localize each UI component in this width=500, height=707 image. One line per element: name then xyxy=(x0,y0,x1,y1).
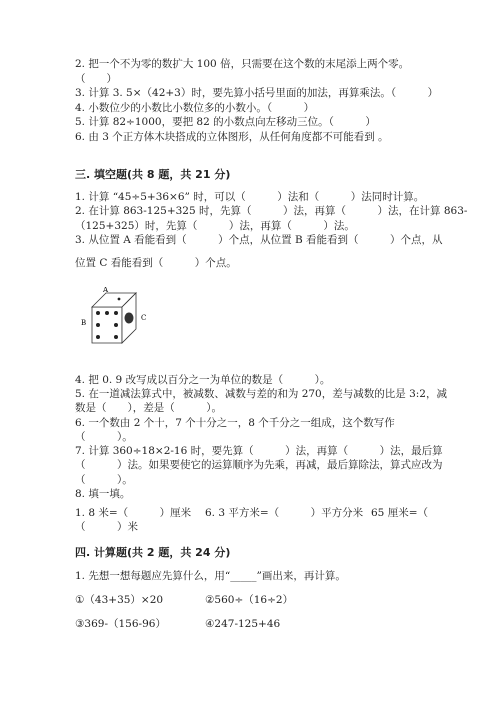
calc-heading: 四. 计算题(共 2 题，共 24 分) xyxy=(75,546,231,559)
calc-item: ②560÷（16÷2） xyxy=(205,594,294,606)
label-a: A xyxy=(103,287,109,294)
fill-q5-line2: 数是（ ），差是（ ）。 xyxy=(75,402,222,414)
fill-q8-item: 6. 3 平方米=（ ）平方分米 xyxy=(205,507,364,519)
fill-q1: 1. 计算 “45÷5+36×6” 时，可以（ ）法和（ ）法同时计算。 xyxy=(75,191,425,203)
front-dot xyxy=(114,311,118,315)
calc-item: ③369-（156-96） xyxy=(75,618,166,630)
fill-q4: 4. 把 0. 9 改写成以百分之一为单位的数是（ ）。 xyxy=(75,374,331,386)
judge-q4: 4. 小数位少的小数比小数位多的小数小。（ ） xyxy=(75,102,315,114)
fill-q8-item: 1. 8 米=（ ）厘米 xyxy=(75,507,192,519)
judge-q6: 6. 由 3 个正方体木块搭成的立体图形，从任何角度都不可能看到 。 xyxy=(75,131,389,143)
front-dot xyxy=(114,323,118,327)
calc-q1: 1. 先想一想每题应先算什么，用“_____”画出来，再计算。 xyxy=(75,570,346,582)
front-dot xyxy=(114,335,118,339)
right-face-dot xyxy=(125,313,134,324)
calc-item: ④247-125+46 xyxy=(205,618,281,630)
fill-q8: 8. 填一填。 xyxy=(75,488,131,500)
label-c: C xyxy=(141,314,147,322)
fill-q8-item: 65 厘米=（ xyxy=(371,507,428,519)
front-dot xyxy=(105,311,109,315)
fill-q2-line2: （125+325）时，先算（ ）法，再算（ ）法。 xyxy=(75,220,355,232)
front-dot xyxy=(96,323,100,327)
label-b: B xyxy=(81,319,87,327)
fill-heading: 三. 填空题(共 8 题，共 21 分) xyxy=(75,168,231,181)
top-dot xyxy=(118,298,121,301)
fill-q8-tail: （ ）米 xyxy=(75,521,138,533)
fill-q7-line3: （ ）。 xyxy=(75,474,133,486)
judge-q2-line1: 2. 把一个不为零的数扩大 100 倍，只需要在这个数的末尾添上两个零。 xyxy=(75,58,410,70)
fill-q6-line1: 6. 一个数由 2 个十，7 个十分之一，8 个千分之一组成，这个数写作 xyxy=(75,417,395,429)
judge-q5: 5. 计算 82÷1000，要把 82 的小数点向左移动三位。（ ） xyxy=(75,116,376,128)
fill-q5-line1: 5. 在一道减法算式中，被减数、减数与差的和为 270，差与减数的比是 3:2，减 xyxy=(75,388,447,400)
fill-q3-line2: 位置 C 看能看到（ ）个点。 xyxy=(75,257,237,269)
fill-q7-line2: （ ）法。如果要使它的运算顺序为先乘，再减，最后算除法，算式应改为 xyxy=(75,459,443,471)
fill-q7-line1: 7. 计算 360÷18×2-16 时，要先算（ ）法，再算（ ）法，最后算 xyxy=(75,445,443,457)
fill-q3-line1: 3. 从位置 A 看能看到（ ）个点，从位置 B 看能看到（ ）个点，从 xyxy=(75,234,443,246)
front-dot xyxy=(96,335,100,339)
calc-item: ①（43+35）×20 xyxy=(75,594,164,606)
judge-q3: 3. 计算 3. 5×（42+3）时，要先算小括号里面的加法，再算乘法。（ ） xyxy=(75,87,439,99)
dotted-cube-figure xyxy=(78,287,158,353)
fill-q2-line1: 2. 在计算 863-125+325 时，先算（ ）法，再算（ ）法，在计算 863- xyxy=(75,205,468,217)
judge-q2-line2: （ ） xyxy=(75,73,117,85)
front-dot xyxy=(96,311,100,315)
fill-q6-line2: （ ）。 xyxy=(75,431,133,443)
